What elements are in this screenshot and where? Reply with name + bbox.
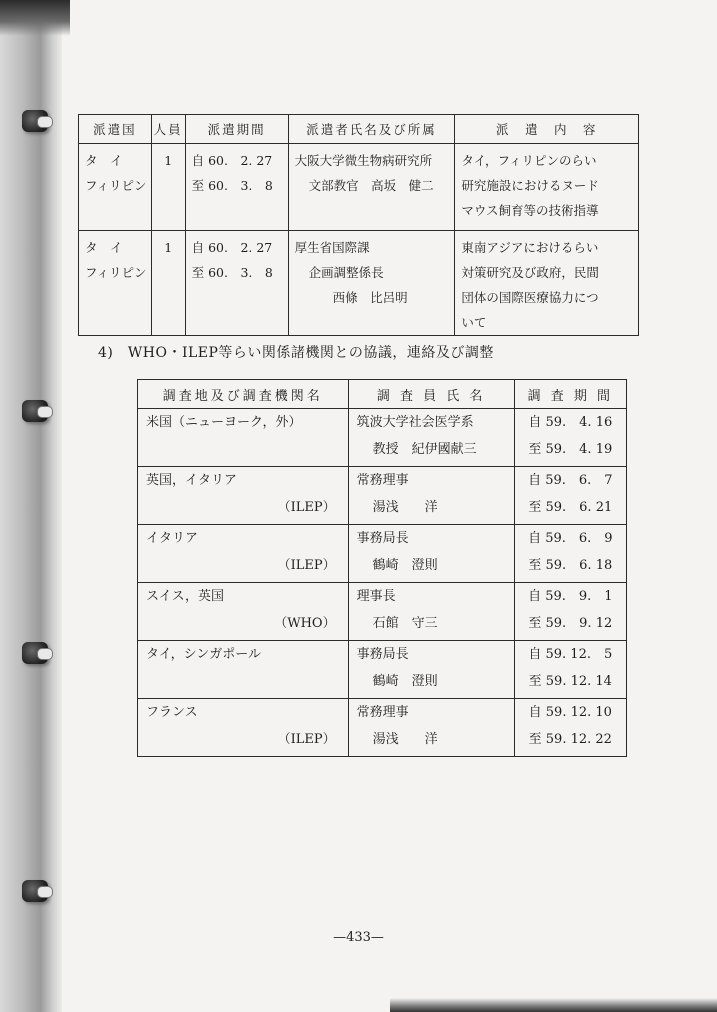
person-name: 鶴崎 澄則 bbox=[372, 674, 438, 689]
period-to: 至 59. 12. 22 bbox=[528, 732, 612, 747]
country-line: フィリピン bbox=[85, 265, 147, 280]
person-cell bbox=[348, 699, 514, 757]
header-persons: 人員 bbox=[151, 115, 185, 144]
header-place: 調査地及び調査機関名 bbox=[138, 380, 349, 409]
content-cell bbox=[455, 231, 639, 336]
affiliation-line: 大阪大学微生物病研究所 bbox=[294, 153, 433, 168]
person-title: 事務局長 bbox=[356, 531, 409, 546]
table-row bbox=[138, 699, 627, 757]
person-title: 理事長 bbox=[356, 589, 396, 604]
name-line: 文部教官 高坂 健二 bbox=[308, 178, 434, 193]
binder-edge bbox=[0, 0, 62, 1012]
page-bottom-edge bbox=[390, 998, 717, 1012]
period-cell bbox=[185, 144, 288, 231]
place-text: 英国，イタリア bbox=[146, 473, 238, 488]
header-person: 調 査 員 氏 名 bbox=[348, 380, 514, 409]
org-text: （ILEP） bbox=[277, 732, 336, 747]
place-cell bbox=[138, 641, 349, 699]
affiliation-line: 厚生省国際課 bbox=[294, 240, 370, 255]
title-line: 企画調整係長 bbox=[308, 265, 384, 280]
period-to: 至 59. 12. 14 bbox=[528, 674, 612, 689]
person-title: 筑波大学社会医学系 bbox=[356, 415, 474, 430]
country-line: フィリピン bbox=[85, 178, 147, 193]
period-from: 自 60. 2. 27 bbox=[191, 240, 273, 255]
person-title: 常務理事 bbox=[356, 705, 409, 720]
content-line: マウス飼育等の技術指導 bbox=[461, 203, 599, 218]
person-name: 教授 紀伊國献三 bbox=[372, 442, 477, 457]
place-text: スイス，英国 bbox=[146, 589, 225, 604]
content-line: 東南アジアにおけるらい bbox=[461, 240, 599, 255]
person-name: 石館 守三 bbox=[372, 616, 438, 631]
place-text: イタリア bbox=[146, 531, 199, 546]
org-text: （ILEP） bbox=[277, 558, 336, 573]
place-cell bbox=[138, 525, 349, 583]
country-line: タ イ bbox=[85, 240, 123, 255]
table-row bbox=[79, 144, 639, 231]
period-from: 自 60. 2. 27 bbox=[191, 153, 273, 168]
name-affiliation-cell bbox=[288, 231, 455, 336]
period-from: 自 59. 9. 1 bbox=[528, 589, 613, 604]
period-to: 至 59. 4. 19 bbox=[528, 442, 613, 457]
person-cell bbox=[348, 641, 514, 699]
table-row bbox=[138, 641, 627, 699]
period-cell bbox=[514, 409, 626, 467]
period-cell bbox=[185, 231, 288, 336]
org-text: （ILEP） bbox=[277, 500, 336, 515]
person-name: 湯浅 洋 bbox=[372, 500, 438, 515]
persons-cell bbox=[151, 144, 185, 231]
content-line: 対策研究及び政府，民間 bbox=[461, 265, 599, 280]
period-from: 自 59. 4. 16 bbox=[528, 415, 613, 430]
place-cell bbox=[138, 699, 349, 757]
table-row bbox=[138, 467, 627, 525]
place-text: フランス bbox=[146, 705, 198, 720]
country-line: タ イ bbox=[85, 153, 123, 168]
period-from: 自 59. 12. 10 bbox=[528, 705, 612, 720]
header-country: 派遣国 bbox=[79, 115, 152, 144]
content-line: いて bbox=[461, 315, 487, 330]
table-header-row bbox=[79, 115, 639, 144]
country-cell bbox=[79, 144, 152, 231]
binder-ring bbox=[22, 880, 48, 902]
name-line: 西條 比呂明 bbox=[332, 290, 408, 305]
binder-ring bbox=[22, 642, 48, 664]
period-cell bbox=[514, 699, 626, 757]
person-title: 事務局長 bbox=[356, 647, 409, 662]
country-cell bbox=[79, 231, 152, 336]
table-row bbox=[79, 231, 639, 336]
header-content: 派 遣 内 容 bbox=[455, 115, 639, 144]
name-affiliation-cell bbox=[288, 144, 455, 231]
header-period: 派遣期間 bbox=[185, 115, 288, 144]
period-cell bbox=[514, 525, 626, 583]
person-cell bbox=[348, 583, 514, 641]
period-cell bbox=[514, 583, 626, 641]
place-cell bbox=[138, 467, 349, 525]
place-cell bbox=[138, 409, 349, 467]
place-text: タイ，シンガポール bbox=[146, 647, 261, 662]
page-number: —433— bbox=[333, 930, 384, 945]
binder-ring bbox=[22, 110, 48, 132]
org-text bbox=[138, 668, 348, 695]
period-cell bbox=[514, 641, 626, 699]
persons-value: 1 bbox=[164, 240, 173, 255]
period-from: 自 59. 6. 7 bbox=[528, 473, 613, 488]
person-name: 湯浅 洋 bbox=[372, 732, 438, 747]
period-to: 至 59. 6. 21 bbox=[528, 500, 613, 515]
org-text bbox=[138, 436, 348, 463]
survey-table bbox=[137, 379, 627, 757]
person-title: 常務理事 bbox=[356, 473, 409, 488]
period-to: 至 60. 3. 8 bbox=[191, 265, 273, 280]
header-period: 調 査 期 間 bbox=[514, 380, 626, 409]
binder-ring bbox=[22, 400, 48, 422]
content-line: 研究施設におけるヌード bbox=[461, 178, 599, 193]
person-name: 鶴崎 澄則 bbox=[372, 558, 438, 573]
period-from: 自 59. 6. 9 bbox=[528, 531, 613, 546]
persons-cell bbox=[151, 231, 185, 336]
table-row bbox=[138, 583, 627, 641]
period-from: 自 59. 12. 5 bbox=[528, 647, 613, 662]
content-line: タイ，フィリピンのらい bbox=[461, 153, 597, 168]
person-cell bbox=[348, 409, 514, 467]
content-cell bbox=[455, 144, 639, 231]
person-cell bbox=[348, 525, 514, 583]
persons-value: 1 bbox=[164, 153, 173, 168]
dispatch-table bbox=[78, 114, 639, 336]
org-text: （WHO） bbox=[274, 616, 336, 631]
table-header-row bbox=[138, 380, 627, 409]
place-cell bbox=[138, 583, 349, 641]
period-to: 至 59. 6. 18 bbox=[528, 558, 613, 573]
place-text: 米国（ニューヨーク，外） bbox=[146, 415, 302, 430]
period-cell bbox=[514, 467, 626, 525]
period-to: 至 60. 3. 8 bbox=[191, 178, 273, 193]
content-line: 団体の国際医療協力につ bbox=[461, 290, 599, 305]
period-to: 至 59. 9. 12 bbox=[528, 616, 613, 631]
person-cell bbox=[348, 467, 514, 525]
section-heading: 4) WHO・ILEP等らい関係諸機関との協議，連絡及び調整 bbox=[98, 345, 494, 361]
header-name-affiliation: 派遣者氏名及び所属 bbox=[288, 115, 455, 144]
table-row bbox=[138, 525, 627, 583]
table-row bbox=[138, 409, 627, 467]
